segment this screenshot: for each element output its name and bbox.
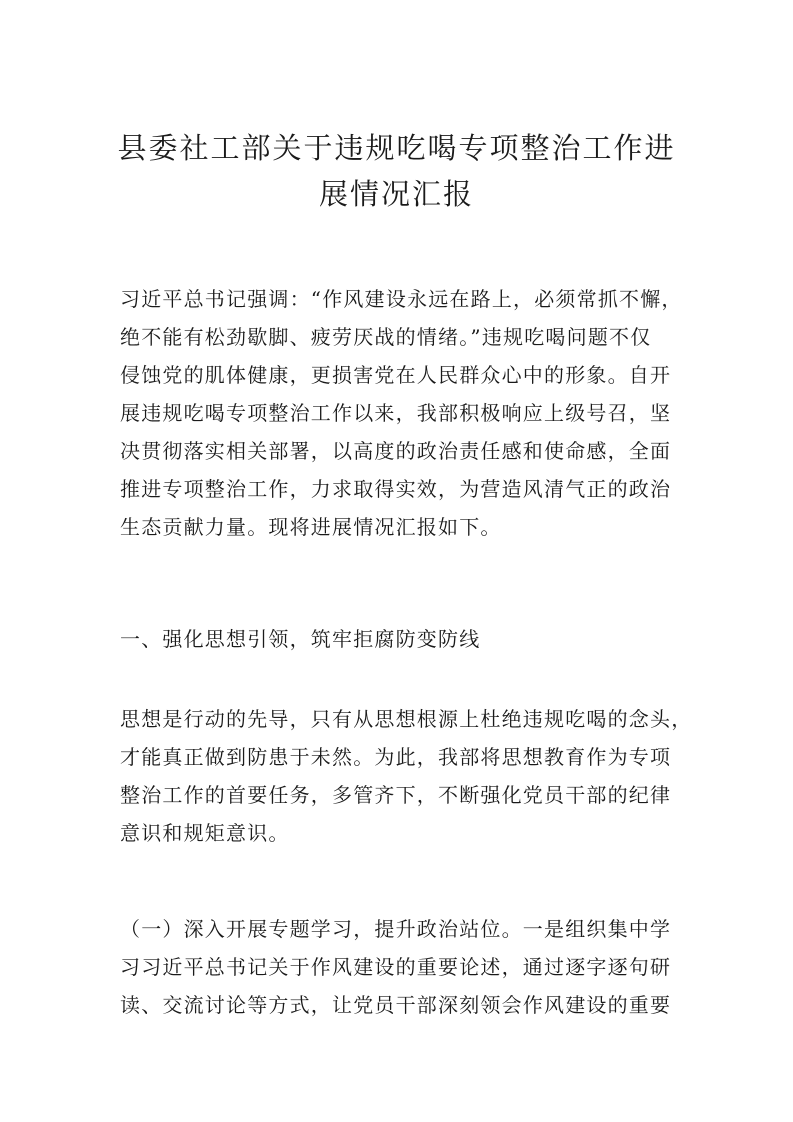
section-1-line: 意识和规矩意识。 [120, 821, 290, 845]
subsection-1-line: （一）深入开展专题学习，提升政治站位。一是组织集中学 [120, 917, 672, 941]
section-1-line: 才能真正做到防患于未然。为此，我部将思想教育作为专项 [120, 745, 672, 769]
section-heading-text: 一、强化思想引领，筑牢拒腐防变防线 [120, 627, 481, 651]
intro-line: 决贯彻落实相关部署，以高度的政治责任感和使命感，全面 [120, 439, 672, 463]
intro-line: 生态贡献力量。现将进展情况汇报如下。 [120, 515, 502, 539]
document-title-line-1: 县委社工部关于违规吃喝专项整治工作进 [117, 131, 676, 165]
subsection-1-line: 读、交流讨论等方式，让党员干部深刻领会作风建设的重要 [120, 993, 672, 1017]
section-1-heading [120, 620, 680, 658]
subsection-1-paragraph [120, 910, 680, 1024]
intro-line: 推进专项整治工作，力求取得实效，为营造风清气正的政治 [120, 477, 672, 501]
section-1-paragraph [120, 700, 693, 852]
section-1-line: 整治工作的首要任务，多管齐下，不断强化党员干部的纪律 [120, 783, 672, 807]
subsection-1-line: 习习近平总书记关于作风建设的重要论述，通过逐字逐句研 [120, 955, 672, 979]
intro-line: 展违规吃喝专项整治工作以来，我部积极响应上级号召，坚 [120, 401, 672, 425]
intro-line: 绝不能有松劲歇脚、疲劳厌战的情绪。”违规吃喝问题不仅 [120, 325, 652, 349]
intro-line: 习近平总书记强调：“作风建设永远在路上，必须常抓不懈， [120, 287, 683, 311]
document-title-line-2: 展情况汇报 [318, 177, 474, 211]
intro-line: 侵蚀党的肌体健康，更损害党在人民群众心中的形象。自开 [120, 363, 672, 387]
intro-paragraph [120, 280, 683, 546]
section-1-line: 思想是行动的先导，只有从思想根源上杜绝违规吃喝的念头， [120, 707, 693, 731]
